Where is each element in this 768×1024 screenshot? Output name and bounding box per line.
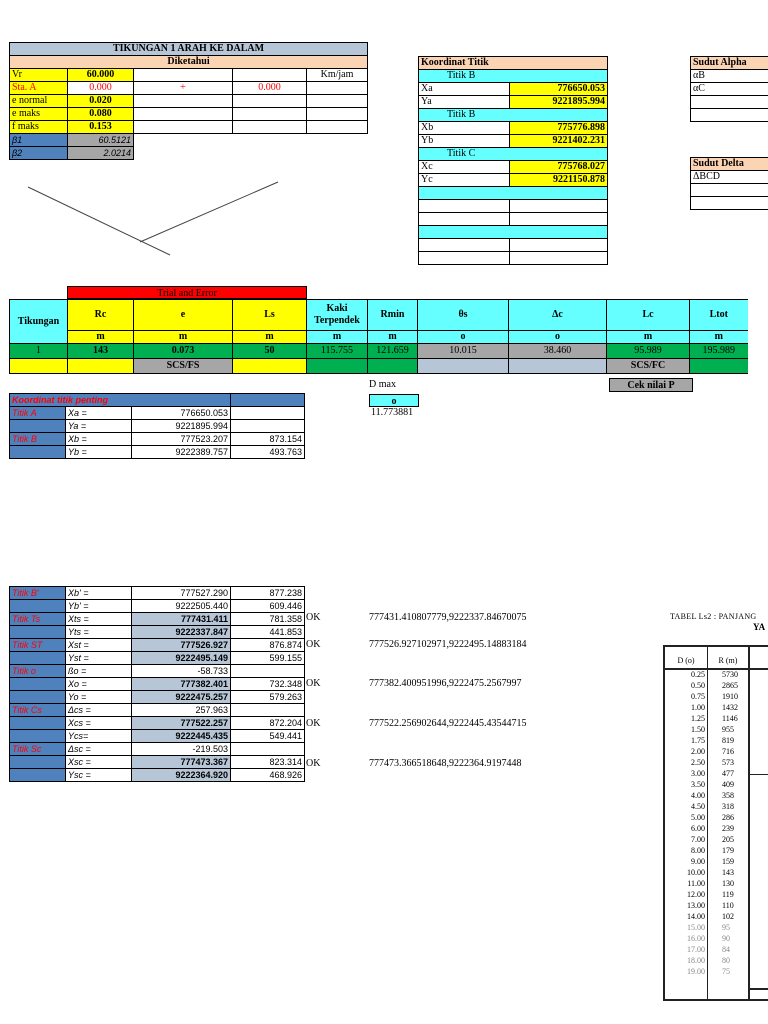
lower-var-label: Δsc = <box>66 743 132 756</box>
ls-r-value: 477 <box>722 769 734 778</box>
ls-r-value: 1432 <box>722 703 738 712</box>
lower-table-row <box>10 678 305 691</box>
titik-lower-table <box>9 586 305 782</box>
lower-titik-label <box>10 756 66 769</box>
e-normal-value[interactable]: 0.020 <box>68 95 134 108</box>
kp-xb-value: 777523.207 <box>132 433 231 446</box>
f-maks-value[interactable]: 0.153 <box>68 121 134 134</box>
ls-r-value: 819 <box>722 736 734 745</box>
ls-r-value: 130 <box>722 879 734 888</box>
ls-r-value: 143 <box>722 868 734 877</box>
dmax-label: D max <box>369 379 396 390</box>
row-e[interactable]: 0.073 <box>134 344 233 359</box>
kp-yb-value: 9222389.757 <box>132 446 231 459</box>
lower-table-row <box>10 769 305 782</box>
lower-table-row <box>10 600 305 613</box>
ls-d-value: 1.25 <box>691 714 705 723</box>
lower-var-label: Xcs = <box>66 717 132 730</box>
lower-extra: 468.926 <box>231 769 305 782</box>
ls-r-value: 239 <box>722 824 734 833</box>
ls-table-title-2: YA <box>753 622 766 632</box>
ls-r-value: 102 <box>722 912 734 921</box>
ls-d-value: 3.00 <box>691 769 705 778</box>
koordinat-penting-header: Koordinat titik penting <box>10 394 231 407</box>
lower-value: 777522.257 <box>132 717 231 730</box>
lower-value: 9222505.440 <box>132 600 231 613</box>
lower-value: 9222495.149 <box>132 652 231 665</box>
yc-value[interactable]: 9221150.878 <box>510 174 608 187</box>
ls-d-value: 0.25 <box>691 670 705 679</box>
sta-label: Sta. A <box>10 82 68 95</box>
lower-var-label: Xsc = <box>66 756 132 769</box>
kp-yb-extra: 493.763 <box>231 446 305 459</box>
vr-label: Vr <box>10 69 68 82</box>
lower-var-label: ßo = <box>66 665 132 678</box>
ls-d-value: 1.50 <box>691 725 705 734</box>
ls-d-value: 4.50 <box>691 802 705 811</box>
lower-value: 777431.411 <box>132 613 231 626</box>
row-kaki: 115.755 <box>307 344 368 359</box>
titik-c-label: Titik C <box>419 148 608 161</box>
sta-plus: + <box>134 82 233 95</box>
lower-var-label: Yts = <box>66 626 132 639</box>
coordinate-string: 777382.400951996,9222475.2567997 <box>369 678 522 690</box>
trial-and-error-label: Trial and Error <box>67 286 307 299</box>
lower-titik-label: Titik ST <box>10 639 66 652</box>
lower-value: 9222445.435 <box>132 730 231 743</box>
unit-e: m <box>134 331 233 344</box>
vr-value[interactable]: 60.000 <box>68 69 134 82</box>
kp-xa-label: Xa = <box>66 407 132 420</box>
lower-titik-label <box>10 730 66 743</box>
diketahui-header: Diketahui <box>10 56 368 69</box>
dmax-unit: o <box>369 394 419 407</box>
row-ls[interactable]: 50 <box>233 344 307 359</box>
alpha-b-label: αB <box>691 70 768 83</box>
sudut-delta-table <box>690 157 768 210</box>
lower-var-label: Yo = <box>66 691 132 704</box>
lower-titik-label: Titik Sc <box>10 743 66 756</box>
ls-r-value: 409 <box>722 780 734 789</box>
row-tikungan: 1 <box>10 344 68 359</box>
ls-d-value: 15.00 <box>687 923 705 932</box>
lower-value: 777473.367 <box>132 756 231 769</box>
lower-extra: 877.238 <box>231 587 305 600</box>
kp-titik-b: Titik B <box>10 433 66 446</box>
row-rmin: 121.659 <box>368 344 418 359</box>
sketch-line-2 <box>140 182 278 242</box>
ok-status: OK <box>306 638 321 650</box>
lower-extra <box>231 665 305 678</box>
ls-d-value: 13.00 <box>687 901 705 910</box>
row-lc: 95.989 <box>607 344 690 359</box>
ls-r-value: 318 <box>722 802 734 811</box>
row-rc[interactable]: 143 <box>68 344 134 359</box>
kp-ya-value: 9221895.994 <box>132 420 231 433</box>
kp-xb-label: Xb = <box>66 433 132 446</box>
row-delta-c: 38.460 <box>509 344 607 359</box>
scs-fc-label: SCS/FC <box>607 359 690 374</box>
unit-delta-c: o <box>509 331 607 344</box>
lower-titik-label <box>10 626 66 639</box>
lower-extra: 872.204 <box>231 717 305 730</box>
beta2-value[interactable]: 2.0214 <box>68 147 134 160</box>
kp-xa-value: 776650.053 <box>132 407 231 420</box>
yc-label: Yc <box>419 174 510 187</box>
kp-titik-a: Titik A <box>10 407 66 420</box>
ls-r-value: 5730 <box>722 670 738 679</box>
diketahui-table <box>9 42 368 160</box>
lower-extra: 823.314 <box>231 756 305 769</box>
lower-titik-label: Titik Cs <box>10 704 66 717</box>
ls-d-value: 9.00 <box>691 857 705 866</box>
xa-label: Xa <box>419 83 510 96</box>
lower-titik-label <box>10 652 66 665</box>
ls-r-value: 90 <box>722 934 730 943</box>
col-kaki-terpendek: Kaki Terpendek <box>307 300 368 331</box>
coordinate-string: 777522.256902644,9222445.43544715 <box>369 718 527 729</box>
lower-extra: 599.155 <box>231 652 305 665</box>
unit-kaki: m <box>307 331 368 344</box>
ya-label: Ya <box>419 96 510 109</box>
ok-status: OK <box>306 678 321 690</box>
ls-r-value: 159 <box>722 857 734 866</box>
ls-r-value: 358 <box>722 791 734 800</box>
unit-lc: m <box>607 331 690 344</box>
f-maks-label: f maks <box>10 121 68 134</box>
ls-r-value: 1910 <box>722 692 738 701</box>
lower-value: 9222475.257 <box>132 691 231 704</box>
lower-var-label: Δcs = <box>66 704 132 717</box>
ls-r-value: 95 <box>722 923 730 932</box>
ls-d-value: 19.00 <box>687 967 705 976</box>
lower-table-row <box>10 626 305 639</box>
ok-status: OK <box>306 757 321 769</box>
ls-d-value: 12.00 <box>687 890 705 899</box>
lower-var-label: Ysc = <box>66 769 132 782</box>
cek-nilai-p-label: Cek nilai P <box>609 378 693 392</box>
kp-yb-label: Yb = <box>66 446 132 459</box>
lower-var-label: Ycs= <box>66 730 132 743</box>
lower-titik-label <box>10 691 66 704</box>
lower-titik-label: Titik Ts <box>10 613 66 626</box>
ls-table-title-1: TABEL Ls2 : PANJANG <box>670 612 757 621</box>
ls-d-value: 5.00 <box>691 813 705 822</box>
sudut-alpha-header: Sudut Alpha <box>691 57 768 70</box>
ls-d-value: 10.00 <box>687 868 705 877</box>
lower-extra <box>231 743 305 756</box>
lower-value: 9222364.920 <box>132 769 231 782</box>
sta-value-2[interactable]: 0.000 <box>233 82 307 95</box>
xc-value[interactable]: 775768.027 <box>510 161 608 174</box>
lower-titik-label: Titik B' <box>10 587 66 600</box>
lower-var-label: Xts = <box>66 613 132 626</box>
lower-table-row <box>10 704 305 717</box>
lower-table-row <box>10 665 305 678</box>
col-tikungan: Tikungan <box>10 300 68 344</box>
col-delta-c: Δc <box>509 300 607 331</box>
col-e: e <box>134 300 233 331</box>
vr-unit: Km/jam <box>307 69 368 82</box>
alpha-c-label: αC <box>691 83 768 96</box>
coordinate-string: 777473.366518648,9222364.9197448 <box>369 757 522 769</box>
xb-label: Xb <box>419 122 510 135</box>
xc-label: Xc <box>419 161 510 174</box>
lower-var-label: Yst = <box>66 652 132 665</box>
unit-rmin: m <box>368 331 418 344</box>
unit-rc: m <box>68 331 134 344</box>
lower-extra: 876.874 <box>231 639 305 652</box>
titik-b-label-1: Titik B <box>419 70 608 83</box>
ls-d-value: 8.00 <box>691 846 705 855</box>
ls-d-value: 2.00 <box>691 747 705 756</box>
ls-col-r: R (m) <box>718 656 738 665</box>
lower-var-label: Xst = <box>66 639 132 652</box>
col-rmin: Rmin <box>368 300 418 331</box>
titik-b-label-2: Titik B <box>419 109 608 122</box>
ls-d-value: 1.75 <box>691 736 705 745</box>
lower-titik-label: Titik o <box>10 665 66 678</box>
xb-value[interactable]: 775776.898 <box>510 122 608 135</box>
kp-xb-extra: 873.154 <box>231 433 305 446</box>
ls-d-value: 4.00 <box>691 791 705 800</box>
ls-r-value: 955 <box>722 725 734 734</box>
lower-value: 777382.401 <box>132 678 231 691</box>
lower-table-row <box>10 730 305 743</box>
sta-value[interactable]: 0.000 <box>68 82 134 95</box>
lower-value: -58.733 <box>132 665 231 678</box>
lower-table-row <box>10 717 305 730</box>
col-ls: Ls <box>233 300 307 331</box>
col-ltot: Ltot <box>690 300 748 331</box>
unit-ls: m <box>233 331 307 344</box>
ls-d-value: 18.00 <box>687 956 705 965</box>
lower-table-row <box>10 587 305 600</box>
lower-table-row <box>10 639 305 652</box>
scs-fs-label: SCS/FS <box>134 359 233 374</box>
lower-value: 777527.290 <box>132 587 231 600</box>
lower-titik-label <box>10 717 66 730</box>
lower-var-label: Yb' = <box>66 600 132 613</box>
lower-extra: 781.358 <box>231 613 305 626</box>
col-lc: Lc <box>607 300 690 331</box>
beta1-label: β1 <box>10 134 68 147</box>
lower-table-row <box>10 613 305 626</box>
lower-extra: 549.441 <box>231 730 305 743</box>
lower-value: -219.503 <box>132 743 231 756</box>
ls-d-value: 6.00 <box>691 824 705 833</box>
ls-r-value: 1146 <box>722 714 738 723</box>
ls-d-value: 17.00 <box>687 945 705 954</box>
sudut-alpha-table <box>690 56 768 122</box>
lower-var-label: Xb' = <box>66 587 132 600</box>
ls-r-value: 75 <box>722 967 730 976</box>
ls-d-value: 1.00 <box>691 703 705 712</box>
ls-r-value: 716 <box>722 747 734 756</box>
row-theta-s: 10.015 <box>418 344 509 359</box>
ls-r-value: 110 <box>722 901 734 910</box>
ls-r-value: 2865 <box>722 681 738 690</box>
sketch-line-1 <box>28 187 170 255</box>
ya-value[interactable]: 9221895.994 <box>510 96 608 109</box>
lower-value: 777526.927 <box>132 639 231 652</box>
coordinate-string: 777431.410807779,9222337.84670075 <box>369 612 527 624</box>
lower-var-label: Xo = <box>66 678 132 691</box>
lower-table-row <box>10 743 305 756</box>
koordinat-header: Koordinat Titik <box>419 57 608 70</box>
ls-col-d: D (o) <box>677 656 695 665</box>
ls-r-value: 80 <box>722 956 730 965</box>
ls-d-value: 7.00 <box>691 835 705 844</box>
ls-d-value: 0.50 <box>691 681 705 690</box>
yb-label: Yb <box>419 135 510 148</box>
lower-titik-label <box>10 600 66 613</box>
lower-titik-label <box>10 678 66 691</box>
koordinat-penting-table <box>9 393 305 459</box>
ls-r-value: 286 <box>722 813 734 822</box>
sudut-delta-header: Sudut Delta <box>691 158 768 171</box>
tikungan-main-table <box>9 299 748 374</box>
e-maks-value[interactable]: 0.080 <box>68 108 134 121</box>
ls-d-value: 3.50 <box>691 780 705 789</box>
lower-titik-label <box>10 769 66 782</box>
ls-r-value: 205 <box>722 835 734 844</box>
e-normal-label: e normal <box>10 95 68 108</box>
ls-r-value: 179 <box>722 846 734 855</box>
ok-status: OK <box>306 718 321 729</box>
ls-r-value: 573 <box>722 758 734 767</box>
lower-value: 9222337.847 <box>132 626 231 639</box>
beta1-value[interactable]: 60.5121 <box>68 134 134 147</box>
delta-bcd-label: ΔBCD <box>691 171 768 184</box>
beta2-label: β2 <box>10 147 68 160</box>
lower-extra: 732.348 <box>231 678 305 691</box>
unit-theta-s: o <box>418 331 509 344</box>
ls-d-value: 2.50 <box>691 758 705 767</box>
sheet-title: TIKUNGAN 1 ARAH KE DALAM <box>10 43 368 56</box>
ls-d-value: 11.00 <box>687 879 705 888</box>
ls-d-value: 16.00 <box>687 934 705 943</box>
ls-r-value: 84 <box>722 945 730 954</box>
ok-status: OK <box>306 612 321 624</box>
yb-value[interactable]: 9221402.231 <box>510 135 608 148</box>
dmax-value: 11.773881 <box>371 407 414 418</box>
coordinate-string: 777526.927102971,9222495.14883184 <box>369 638 527 650</box>
lower-table-row <box>10 652 305 665</box>
ls-d-value: 0.75 <box>691 692 705 701</box>
lower-extra: 609.446 <box>231 600 305 613</box>
ls-d-value: 14.00 <box>687 912 705 921</box>
ls-r-value: 119 <box>722 890 734 899</box>
kp-ya-label: Ya = <box>66 420 132 433</box>
e-maks-label: e maks <box>10 108 68 121</box>
lower-value: 257.963 <box>132 704 231 717</box>
unit-ltot: m <box>690 331 748 344</box>
row-ltot: 195.989 <box>690 344 748 359</box>
lower-extra: 441.853 <box>231 626 305 639</box>
col-theta-s: θs <box>418 300 509 331</box>
lower-table-row <box>10 691 305 704</box>
koordinat-titik-table <box>418 56 608 265</box>
col-rc: Rc <box>68 300 134 331</box>
alignment-sketch <box>25 178 285 260</box>
lower-extra <box>231 704 305 717</box>
lower-table-row <box>10 756 305 769</box>
xa-value[interactable]: 776650.053 <box>510 83 608 96</box>
lower-extra: 579.263 <box>231 691 305 704</box>
